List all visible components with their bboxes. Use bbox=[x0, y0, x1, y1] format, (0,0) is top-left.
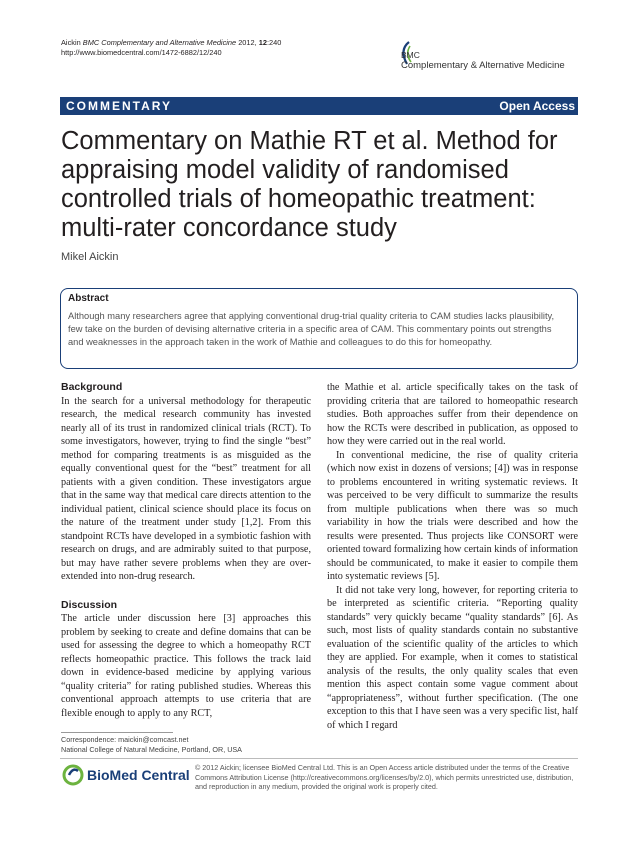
citation-journal: BMC Complementary and Alternative Medicine bbox=[82, 38, 237, 47]
footer-logo-text bbox=[87, 767, 190, 783]
background-heading: Background bbox=[61, 381, 123, 393]
article-type: COMMENTARY bbox=[66, 99, 172, 113]
right-paragraph-2: In conventional medicine, the rise of quality criteria (which now exist in dozens of versions; [4]) was in response to problems encountered in writing systematic reviews. It was perceived to be very difficult to summarize the results from multiple publications when there was so much variability in how the trials were described and how the results were presented. Thus projects like CONSORT were oriented toward formalizing how certain kinds of information should be communicated, to make it easier to compile them into systematic reviews [5]. bbox=[327, 449, 578, 582]
author-name: Mikel Aickin bbox=[61, 251, 119, 263]
article-url[interactable]: http://www.biomedcentral.com/1472-6882/12/240 bbox=[61, 48, 222, 57]
journal-logo-bmc: BMC bbox=[401, 50, 420, 60]
right-paragraph-3: It did not take very long, however, for reporting criteria to be interpreted as scientific criteria. “Reporting quality standards” very quickly became “quality standards” [6]. As such, most lists of quality standards contain no substantive evaluation of the scientific quality of the articles to which they are applied. For example, when it comes to statistical analysis of the results, the only quality scales that even mention this aspect contain some vague comment about “appropriateness”, without further specification. (The one exception to this that I have seen was a very specific list, half of which I regard bbox=[327, 584, 578, 731]
abstract-heading: Abstract bbox=[68, 293, 109, 304]
left-column bbox=[61, 381, 311, 720]
discussion-paragraph: The article under discussion here [3] approaches this problem by seeking to create and define domains that can be used for assessing the degree to which a homeopathy RCT reflects homeopathic practice. This follows the track laid down in evidence-based medicine by applying various “quality criteria” for rating published studies. Whereas this conventional approach attempts to use criteria that are flexible enough to apply to any RCT, bbox=[61, 613, 311, 719]
citation-year: 2012, bbox=[236, 38, 259, 47]
correspondence bbox=[61, 735, 242, 755]
correspondence-affiliation: National College of Natural Medicine, Portland, OR, USA bbox=[61, 745, 242, 754]
citation-line bbox=[61, 38, 281, 48]
discussion-heading: Discussion bbox=[61, 598, 118, 611]
article-title: Commentary on Mathie RT et al. Method for appraising model validity of randomised controlled trials of homeopathic treatment: multi-rater concordance study bbox=[61, 127, 558, 242]
correspondence-email[interactable]: maickin@comcast.net bbox=[118, 735, 189, 744]
footnote-rule bbox=[61, 732, 173, 733]
open-access-label: Open Access bbox=[499, 99, 575, 113]
abstract-text: Although many researchers agree that applying conventional drug-trial quality criteria to CAM studies lacks plausibility, few take on the burden of devising alternative criteria in a specific area of CAM. This commentary points out strengths and weaknesses in the approach taken in the work of Mathie and colleagues to do this for homeopathy. bbox=[68, 311, 555, 347]
right-paragraph-1: the Mathie et al. article specifically takes on the task of providing criteria that are tailored to homeopathic research studies. Both approaches suffer from their dependence on how the RCTs were described in publication, as opposed to how they were carried out in the real world. bbox=[327, 382, 578, 447]
citation-author: Aickin bbox=[61, 38, 83, 47]
footer-logo-label: BioMed Central bbox=[87, 767, 190, 783]
correspondence-label: Correspondence: bbox=[61, 735, 119, 744]
journal-logo-name: Complementary & Alternative Medicine bbox=[401, 60, 565, 71]
citation-page: :240 bbox=[266, 38, 282, 47]
license-text: © 2012 Aickin; licensee BioMed Central Ltd. This is an Open Access article distributed under the terms of the Creative Commons Attribution License (http://creativecommons.org/licenses/by/2.0), which permits unrestricted use, distribution, and reproduction in any medium, provided the original work is properly cited. bbox=[195, 763, 574, 791]
background-paragraph: In the search for a universal methodology for therapeutic research, the medical research community has invested nearly all of its trust in randomized clinical trials (RCT). To some investigators, however, trying to find the single “best” method for comparing treatments is as misguided as the equally conventional quest for the “best” treatment for all patients with a given condition. These investigators argue that in the same way that medical care directs attention to the individual patient, clinical science should place its focus on the nature of the treatment under study [1,2]. From this standpoint RCTs have developed in a symbiotic fashion with research on drugs, and are admirably suited to that purpose, but may have rather severe problems when they are over-extended into non-drug research. bbox=[61, 395, 311, 582]
right-column bbox=[327, 381, 578, 732]
footer-rule bbox=[60, 758, 578, 759]
citation-volume: 12 bbox=[258, 38, 267, 47]
